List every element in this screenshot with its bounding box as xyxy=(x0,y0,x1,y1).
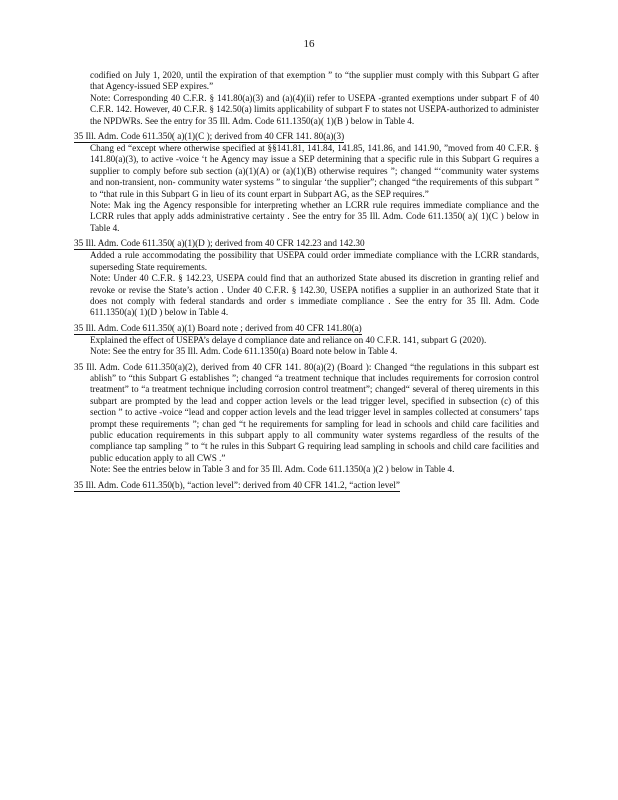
entry-note: Note: Mak ing the Agency responsible for interpreting whether an LCRR rule requires immediate compliance and the LCRR rules that apply adds administrative certainty . See the entry for 35 Ill. Adm. Code 611.1350( a)( 1)(C ) below in Table 4. xyxy=(90,200,539,233)
entry-611-350-b-action-level xyxy=(74,480,539,492)
entry-note: Note: See the entries below in Table 3 and for 35 Ill. Adm. Code 611.1350(a )(2 ) below in Table 4. xyxy=(90,464,455,475)
entry-paragraph: Added a rule accommodating the possibility that USEPA could order immediate compliance with the LCRR standards, superseding State requirements. xyxy=(90,250,539,272)
continuation-note: Note: Corresponding 40 C.F.R. § 141.80(a)(3) and (a)(4)(ii) refer to USEPA -granted exemptions under subpart F of 40 C.F.R. 142. However, 40 C.F.R. § 142.50(a) limits applicability of subpart F to states not USEPA-authorized to administer the NPDWRs. See the entry for 35 Ill. Adm. Code 611.1350(a)( 1)(B ) below in Table 4. xyxy=(90,92,539,126)
entry-heading: 35 Ill. Adm. Code 611.350( a)(1)(C ); derived from 40 CFR 141. 80(a)(3) xyxy=(74,131,345,142)
page-number: 16 xyxy=(303,38,315,50)
entry-paragraph: Explained the effect of USEPA’s delaye d compliance date and reliance on 40 C.F.R. 141, subpart G (2020). xyxy=(90,334,487,345)
entry-lead-paragraph: 35 Ill. Adm. Code 611.350(a)(2), derived from 40 CFR 141. 80(a)(2) (Board ): Changed “the regulations in this subpart est ablish” to “this Subpart G establishes ”; changed “a treatment technique that includes requirements for corrosion control treatment” to “a treatment technique including corrosion control treatment”; changed“ several of thereq uirements in this subpart are prompted by the lead and copper action levels or the lead trigger level, specified in subsection (c) of this section ” to active -voice “lead and copper action levels and the lead trigger level in samples collected at consumers’ taps prompt these requirements ”; chan ged “t he requirements for sampling for lead in schools and child care facilities and public education requirements in this subpart apply to all community water systems regardless of the results of the compliance tap sampling ” to “t he rules in this Subpart G requiring lead sampling in schools and child care facilities and public education apply to all CWS .” xyxy=(74,361,539,463)
continuation-block xyxy=(74,70,539,127)
entry-note: Note: See the entry for 35 Ill. Adm. Code 611.1350(a) Board note below in Table 4. xyxy=(90,346,398,357)
entry-heading: 35 Ill. Adm. Code 611.350(b), “action level”: derived from 40 CFR 141.2, “action level” xyxy=(74,479,400,490)
entry-heading: 35 Ill. Adm. Code 611.350( a)(1) Board note ; derived from 40 CFR 141.80(a) xyxy=(74,322,362,333)
continuation-paragraph: codified on July 1, 2020, until the expiration of that exemption ” to “the supplier must comply with this Subpart G after that Agency-issued SEP expires.” xyxy=(90,70,539,92)
entry-611-350-a1-board-note xyxy=(74,323,539,358)
entry-611-350-a1c xyxy=(74,131,539,234)
entry-611-350-a2 xyxy=(74,362,539,476)
entry-note: Note: Under 40 C.F.R. § 142.23, USEPA could find that an authorized State abused its discretion in granting relief and revoke or revise the State’s action . Under 40 C.F.R. § 142.30, USEPA notifies a supplier in an authorized State that it does not comply with federal standards and order s immediate compliance . See the entry for 35 Ill. Adm. Code 611.1350(a)( 1)(D ) below in Table 4. xyxy=(90,273,539,318)
entry-611-350-a1d xyxy=(74,238,539,318)
entry-heading: 35 Ill. Adm. Code 611.350( a)(1)(D ); derived from 40 CFR 142.23 and 142.30 xyxy=(74,238,365,249)
document-body xyxy=(74,70,539,492)
entry-paragraph: Chang ed “except where otherwise specified at §§141.81, 141.84, 141.85, 141.86, and 141.90, ”moved from 40 C.F.R. § 141.80(a)(3), to active -voice ‘t he Agency may issue a SEP determining that a specific rule in this Subpart G requires a supplier to comply before sub section (a)(1)(A) or (a)(1)(B) otherwise requires ”; changed “‘community water systems and non-transient, non- community water systems ” to singular ‘the supplier”; changed “the requirements of this subpart ” to “that rule in this Subpart G in lieu of its count erpart in Subpart AG, as the SEP requires.” xyxy=(90,143,539,199)
